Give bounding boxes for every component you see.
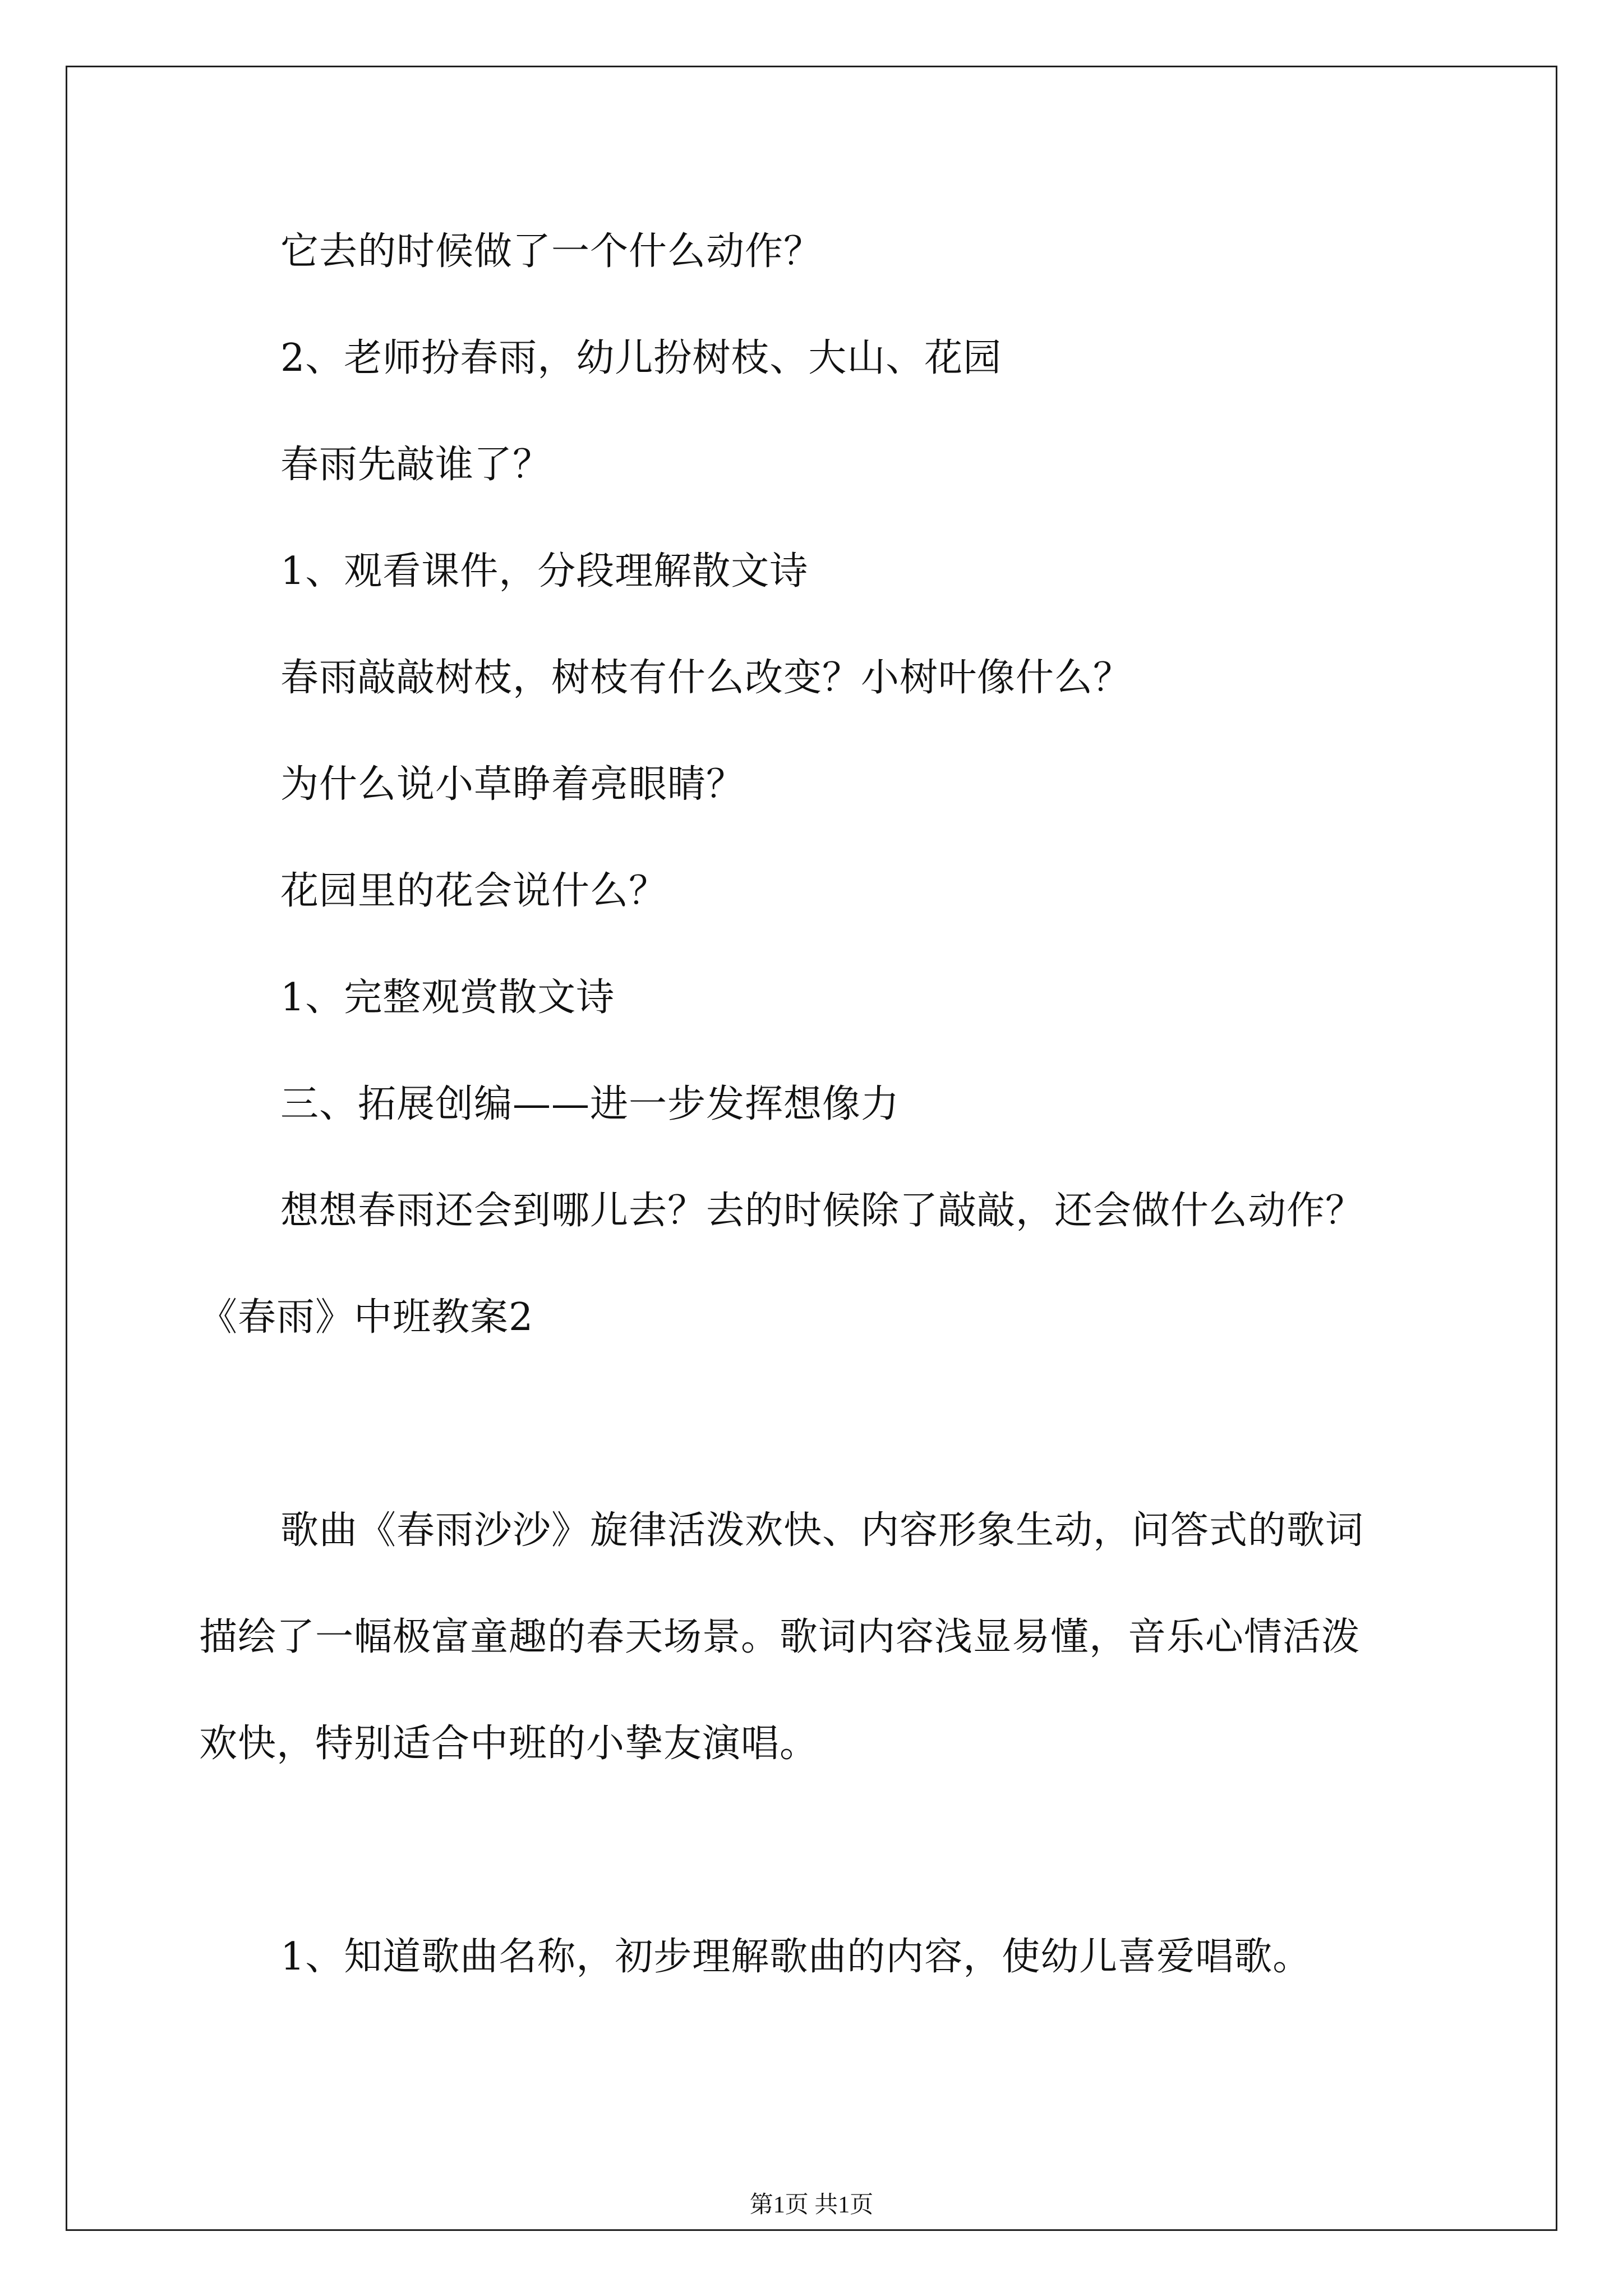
text-line: 春雨敲敲树枝，树枝有什么改变？小树叶像什么？ bbox=[280, 656, 1132, 700]
text-line: 三、拓展创编——进一步发挥想像力 bbox=[280, 1082, 900, 1126]
text-line: 为什么说小草睁着亮眼睛？ bbox=[280, 762, 745, 807]
page-border bbox=[66, 66, 1557, 2231]
text-line: 2、老师扮春雨，幼儿扮树枝、大山、花园 bbox=[280, 336, 1002, 380]
text-line: 它去的时候做了一个什么动作？ bbox=[280, 229, 823, 274]
section-heading: 《春雨》中班教案2 bbox=[199, 1295, 534, 1340]
text-line: 1、知道歌曲名称，初步理解歌曲的内容，使幼儿喜爱唱歌。 bbox=[280, 1935, 1312, 1979]
text-line: 歌曲《春雨沙沙》旋律活泼欢快、内容形象生动，问答式的歌词 bbox=[280, 1508, 1364, 1553]
page-footer: 第1页 共1页 bbox=[749, 2192, 874, 2218]
text-line: 描绘了一幅极富童趣的春天场景。歌词内容浅显易懂，音乐心情活泼 bbox=[199, 1615, 1361, 1659]
text-line: 1、完整观赏散文诗 bbox=[280, 976, 615, 1020]
text-line: 春雨先敲谁了？ bbox=[280, 443, 552, 487]
text-line: 花园里的花会说什么？ bbox=[280, 869, 668, 913]
text-line: 欢快，特别适合中班的小挚友演唱。 bbox=[199, 1722, 819, 1766]
text-line: 想想春雨还会到哪儿去？去的时候除了敲敲，还会做什么动作？ bbox=[280, 1189, 1364, 1233]
text-line: 1、观看课件，分段理解散文诗 bbox=[280, 549, 809, 593]
